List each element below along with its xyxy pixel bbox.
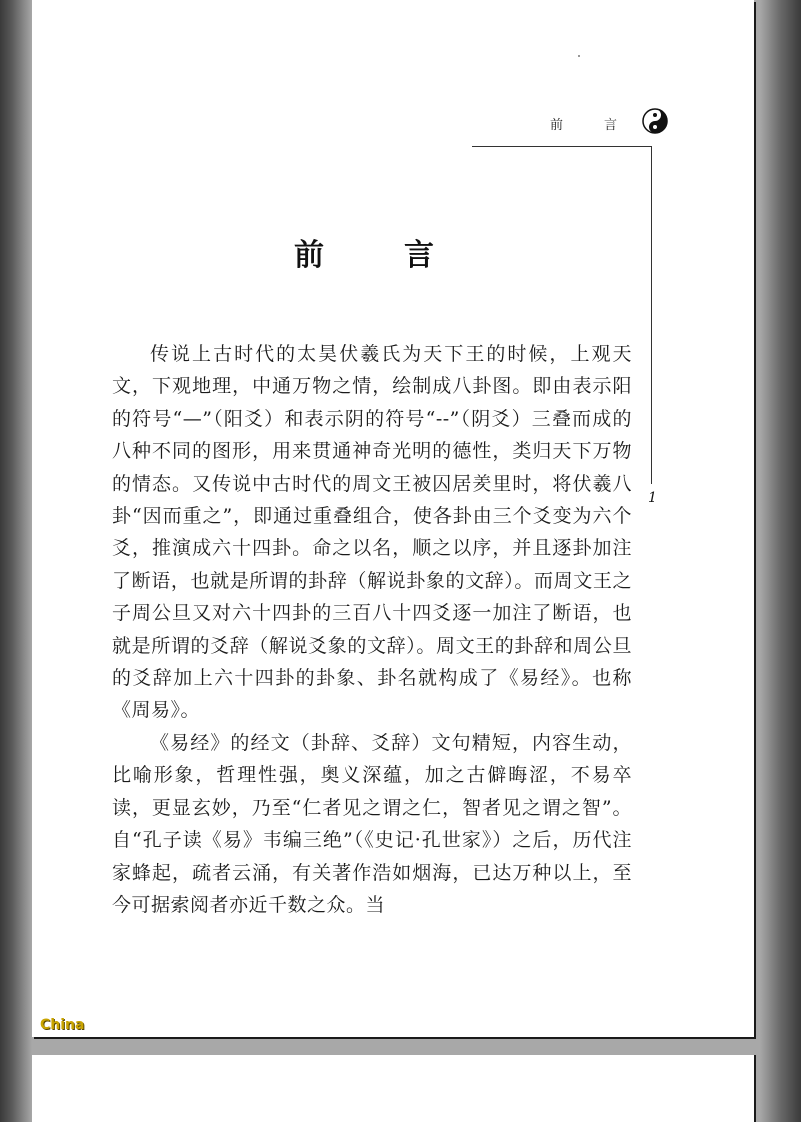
margin-rule-top xyxy=(472,146,652,147)
running-head xyxy=(522,108,682,138)
taiji-icon xyxy=(642,108,668,134)
paragraph-1: 传说上古时代的太昊伏羲氏为天下王的时候，上观天文，下观地理，中通万物之情，绘制成八卦图。即由表示阳的符号“—”（阳爻）和表示阴的符号“--”（阴爻）三叠而成的八种不同的图形，用来贯通神奇光明的德性，类归天下万物的情态。又传说中古时代的周文王被囚居羑里时，将伏羲八卦“因而重之”，即通过重叠组合，使各卦由三个爻变为六个爻，推演成六十四卦。命之以名，顺之以序，并且逐卦加注了断语，也就是所谓的卦辞（解说卦象的文辞）。而周文王之子周公旦又对六十四卦的三百八十四爻逐一加注了断语，也就是所谓的爻辞（解说爻象的文辞）。周文王的卦辞和周公旦的爻辞加上六十四卦的卦象、卦名就构成了《易经》。也称《周易》。 xyxy=(112,343,632,722)
page-title-char-1: 前 xyxy=(294,238,324,273)
scan-speck xyxy=(578,55,580,57)
page-title-char-2: 言 xyxy=(404,238,434,273)
next-page xyxy=(32,1055,754,1122)
running-head-char-2: 言 xyxy=(604,118,618,133)
paragraph-2: 《易经》的经文（卦辞、爻辞）文句精短，内容生动，比喻形象，哲理性强，奥义深蕴，加之古僻晦涩，不易卒读，更显玄妙，乃至“仁者见之谓之仁，智者见之谓之智”。自“孔子读《易》韦编三绝”（《史记·孔世家》）之后，历代注家蜂起，疏者云涌，有关著作浩如烟海，已达万种以上，至今可据索阅者亦近千数之众。当 xyxy=(112,731,632,916)
page-number: 1 xyxy=(648,490,657,506)
margin-rule xyxy=(651,146,652,484)
body-text xyxy=(112,338,632,921)
running-head-char-1: 前 xyxy=(550,118,564,133)
watermark-logo: China xyxy=(40,1017,85,1033)
document-page xyxy=(32,0,754,1037)
